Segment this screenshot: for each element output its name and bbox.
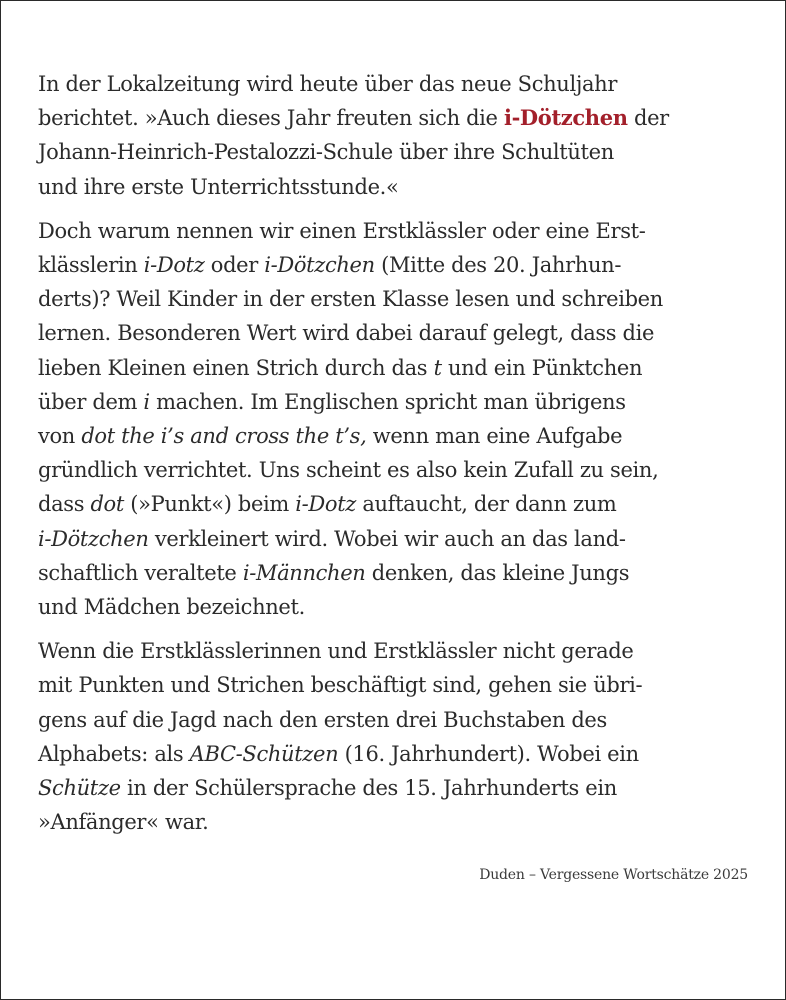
- text-run: der: [627, 106, 669, 131]
- text-run: Alphabets: als: [38, 741, 190, 766]
- text-line: [38, 590, 756, 624]
- text-line: [38, 668, 756, 702]
- text-line: [38, 351, 756, 385]
- text-run: über dem: [38, 389, 144, 414]
- text-run: In der Lokalzeitung wird heute über das neue Schuljahr: [38, 72, 618, 96]
- text-run: Doch warum nennen wir einen Erstklässler oder eine Erst-: [38, 218, 646, 243]
- text-line: [38, 282, 756, 316]
- italic-term: i-Dötzchen: [38, 526, 149, 551]
- italic-term: i-Männchen: [242, 560, 366, 585]
- italic-term: i-Dotz: [295, 492, 356, 517]
- text-line: [38, 453, 756, 487]
- text-run: klässlerin: [38, 253, 144, 278]
- text-run: und ein Pünktchen: [441, 355, 643, 380]
- source-footer: Duden – Vergessene Wortschätze 2025: [479, 867, 748, 883]
- text-run: gründlich verrichtet. Uns scheint es also kein Zufall zu sein,: [38, 458, 659, 483]
- text-run: Wenn die Erstklässlerinnen und Erstklässler nicht gerade: [38, 639, 634, 664]
- text-run: berichtet. »Auch dieses Jahr freuten sich die: [38, 106, 504, 131]
- text-line: [38, 556, 756, 590]
- text-run: machen. Im Englischen spricht man übrigens: [149, 389, 626, 414]
- text-run: dass: [38, 492, 91, 517]
- italic-term: t: [433, 355, 442, 380]
- text-run: oder: [204, 253, 265, 278]
- text-line: [38, 170, 756, 204]
- text-run: lieben Kleinen einen Strich durch das: [38, 355, 434, 380]
- highlighted-term: i-Dötzchen: [503, 105, 628, 131]
- text-run: »Anfänger« war.: [38, 810, 209, 835]
- paragraph-1: [38, 67, 756, 204]
- article-body: [38, 67, 756, 849]
- text-run: wenn man eine Aufgabe: [366, 424, 623, 449]
- text-run: und Mädchen bezeichnet.: [38, 595, 305, 620]
- text-run: verkleinert wird. Wobei wir auch an das land-: [148, 526, 626, 551]
- text-run: (16. Jahrhundert). Wobei ein: [338, 741, 639, 766]
- italic-term: dot the i’s and cross the t’s,: [81, 424, 367, 449]
- text-run: in der Schülersprache des 15. Jahrhunderts ein: [120, 776, 617, 801]
- text-run: derts)? Weil Kinder in der ersten Klasse lesen und schreiben: [38, 287, 663, 312]
- text-run: mit Punkten und Strichen beschäftigt sind, gehen sie übri-: [38, 673, 643, 698]
- text-run: Johann-Heinrich-Pestalozzi-Schule über ihre Schultüten: [38, 140, 614, 165]
- text-run: auftaucht, der dann zum: [356, 492, 617, 517]
- text-line: [38, 419, 756, 453]
- text-line: [38, 805, 756, 839]
- text-line: [38, 316, 756, 350]
- paragraph-3: [38, 634, 756, 839]
- text-run: schaftlich veraltete: [38, 560, 243, 585]
- italic-term: Schütze: [38, 776, 121, 801]
- text-run: gens auf die Jagd nach den ersten drei Buchstaben des: [38, 707, 607, 732]
- text-line: [38, 737, 756, 771]
- text-line: [38, 487, 756, 521]
- text-run: und ihre erste Unterrichtsstunde.«: [38, 174, 399, 199]
- paragraph-2: [38, 214, 756, 624]
- text-run: (Mitte des 20. Jahrhun-: [374, 253, 622, 278]
- italic-term: i: [143, 389, 150, 414]
- text-line: [38, 385, 756, 419]
- text-line: [38, 771, 756, 805]
- text-run: (»Punkt«) beim: [123, 492, 296, 517]
- text-line: [38, 703, 756, 737]
- text-line: [38, 522, 756, 556]
- text-run: von: [38, 424, 82, 449]
- italic-term: dot: [90, 492, 124, 517]
- text-line: [38, 135, 756, 169]
- text-run: lernen. Besonderen Wert wird dabei darauf gelegt, dass die: [38, 321, 655, 346]
- text-line: [38, 67, 756, 101]
- italic-term: i-Dotz: [143, 253, 205, 278]
- text-run: denken, das kleine Jungs: [365, 560, 630, 585]
- text-line: [38, 248, 756, 282]
- text-line: [38, 634, 756, 668]
- text-line: [38, 101, 756, 135]
- italic-term: i-Dötzchen: [264, 253, 375, 278]
- text-line: [38, 214, 756, 248]
- italic-term: ABC-Schützen: [189, 741, 339, 766]
